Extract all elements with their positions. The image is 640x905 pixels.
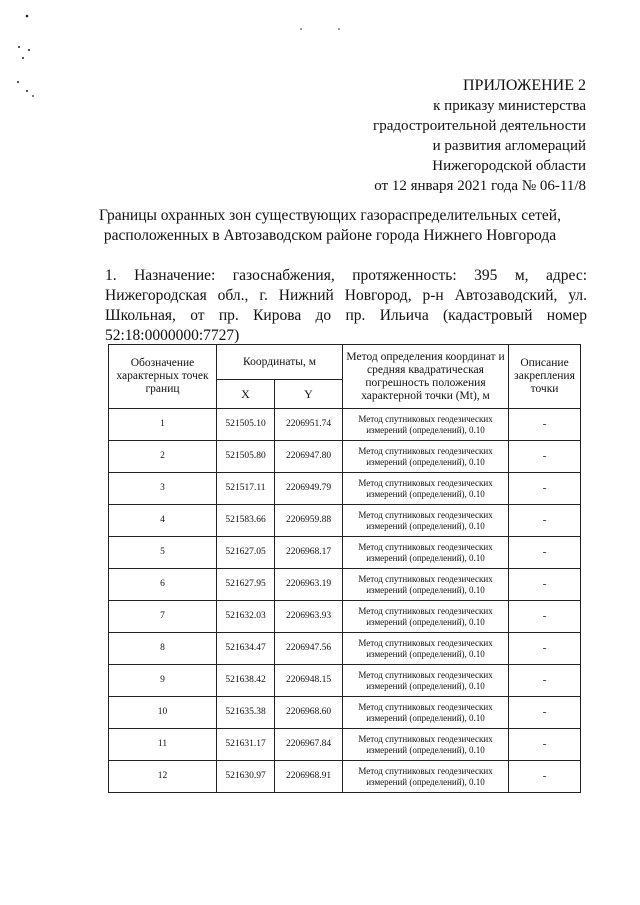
header-x: X xyxy=(217,380,275,409)
table-row xyxy=(109,761,581,793)
cell-y: 2206968.17 xyxy=(275,537,343,569)
header-coords: Координаты, м xyxy=(217,345,343,380)
document-title: Границы охранных зон существующих газораспределительных сетей, расположенных в Автозаводском районе города Нижнего Новгорода xyxy=(99,207,561,244)
cell-point: 9 xyxy=(109,665,217,697)
appendix-line: и развития агломераций xyxy=(432,138,586,154)
cell-method: Метод спутниковых геодезических измерений (определений), 0.10 xyxy=(343,569,509,601)
appendix-block xyxy=(373,76,586,196)
cell-description: - xyxy=(509,473,581,505)
cell-point: 10 xyxy=(109,697,217,729)
cell-point: 3 xyxy=(109,473,217,505)
table-row xyxy=(109,569,581,601)
cell-x: 521627.05 xyxy=(217,537,275,569)
cell-description: - xyxy=(509,505,581,537)
table-row xyxy=(109,665,581,697)
cell-x: 521634.47 xyxy=(217,633,275,665)
cell-method: Метод спутниковых геодезических измерений (определений), 0.10 xyxy=(343,761,509,793)
cell-method: Метод спутниковых геодезических измерений (определений), 0.10 xyxy=(343,601,509,633)
cell-description: - xyxy=(509,697,581,729)
cell-point: 4 xyxy=(109,505,217,537)
cell-method: Метод спутниковых геодезических измерений (определений), 0.10 xyxy=(343,473,509,505)
cell-description: - xyxy=(509,633,581,665)
cell-description: - xyxy=(509,665,581,697)
cell-point: 7 xyxy=(109,601,217,633)
coordinates-table xyxy=(108,344,581,793)
cell-method: Метод спутниковых геодезических измерений (определений), 0.10 xyxy=(343,697,509,729)
appendix-line: от 12 января 2021 года № 06-11/8 xyxy=(374,178,586,194)
table-row xyxy=(109,697,581,729)
cell-y: 2206947.56 xyxy=(275,633,343,665)
table-row xyxy=(109,409,581,441)
cell-description: - xyxy=(509,537,581,569)
cell-y: 2206948.15 xyxy=(275,665,343,697)
appendix-heading: ПРИЛОЖЕНИЕ 2 xyxy=(462,77,586,94)
cell-y: 2206963.19 xyxy=(275,569,343,601)
cell-x: 521638.42 xyxy=(217,665,275,697)
cell-method: Метод спутниковых геодезических измерений (определений), 0.10 xyxy=(343,633,509,665)
appendix-line: к приказу министерства xyxy=(433,98,586,114)
cell-y: 2206963.93 xyxy=(275,601,343,633)
purpose-paragraph: 1. Назначение: газоснабжения, протяженность: 395 м, адрес: Нижегородская обл., г. Нижний Новгород, р-н Автозаводский, ул. Школьная, от пр. Кирова до пр. Ильича (кадастровый номер 52:18:0000000:7727) xyxy=(105,267,587,344)
cell-x: 521505.80 xyxy=(217,441,275,473)
cell-y: 2206968.60 xyxy=(275,697,343,729)
cell-description: - xyxy=(509,729,581,761)
cell-x: 521627.95 xyxy=(217,569,275,601)
cell-x: 521630.97 xyxy=(217,761,275,793)
header-method: Метод определения координат и средняя квадратическая погрешность положения характерной точки (Mt), м xyxy=(343,345,509,409)
cell-method: Метод спутниковых геодезических измерений (определений), 0.10 xyxy=(343,441,509,473)
appendix-line: градостроительной деятельности xyxy=(373,118,586,134)
cell-description: - xyxy=(509,601,581,633)
cell-point: 11 xyxy=(109,729,217,761)
table-row xyxy=(109,505,581,537)
cell-x: 521517.11 xyxy=(217,473,275,505)
cell-y: 2206947.80 xyxy=(275,441,343,473)
header-point: Обозначение характерных точек границ xyxy=(109,345,217,409)
table-row xyxy=(109,441,581,473)
cell-x: 521631.17 xyxy=(217,729,275,761)
cell-y: 2206951.74 xyxy=(275,409,343,441)
cell-point: 8 xyxy=(109,633,217,665)
header-description: Описание закрепления точки xyxy=(509,345,581,409)
cell-point: 5 xyxy=(109,537,217,569)
cell-y: 2206967.84 xyxy=(275,729,343,761)
table-row xyxy=(109,633,581,665)
cell-x: 521505.10 xyxy=(217,409,275,441)
cell-method: Метод спутниковых геодезических измерений (определений), 0.10 xyxy=(343,729,509,761)
appendix-line: Нижегородской области xyxy=(432,158,586,174)
cell-method: Метод спутниковых геодезических измерений (определений), 0.10 xyxy=(343,409,509,441)
table-row xyxy=(109,473,581,505)
cell-point: 12 xyxy=(109,761,217,793)
cell-y: 2206968.91 xyxy=(275,761,343,793)
cell-x: 521635.38 xyxy=(217,697,275,729)
header-y: Y xyxy=(275,380,343,409)
cell-method: Метод спутниковых геодезических измерений (определений), 0.10 xyxy=(343,537,509,569)
cell-description: - xyxy=(509,441,581,473)
table-row xyxy=(109,537,581,569)
cell-method: Метод спутниковых геодезических измерений (определений), 0.10 xyxy=(343,505,509,537)
cell-y: 2206949.79 xyxy=(275,473,343,505)
cell-point: 1 xyxy=(109,409,217,441)
cell-point: 6 xyxy=(109,569,217,601)
cell-y: 2206959.88 xyxy=(275,505,343,537)
cell-x: 521583.66 xyxy=(217,505,275,537)
cell-method: Метод спутниковых геодезических измерений (определений), 0.10 xyxy=(343,665,509,697)
cell-x: 521632.03 xyxy=(217,601,275,633)
cell-description: - xyxy=(509,761,581,793)
cell-description: - xyxy=(509,569,581,601)
table-row xyxy=(109,601,581,633)
table-row xyxy=(109,729,581,761)
cell-point: 2 xyxy=(109,441,217,473)
cell-description: - xyxy=(509,409,581,441)
